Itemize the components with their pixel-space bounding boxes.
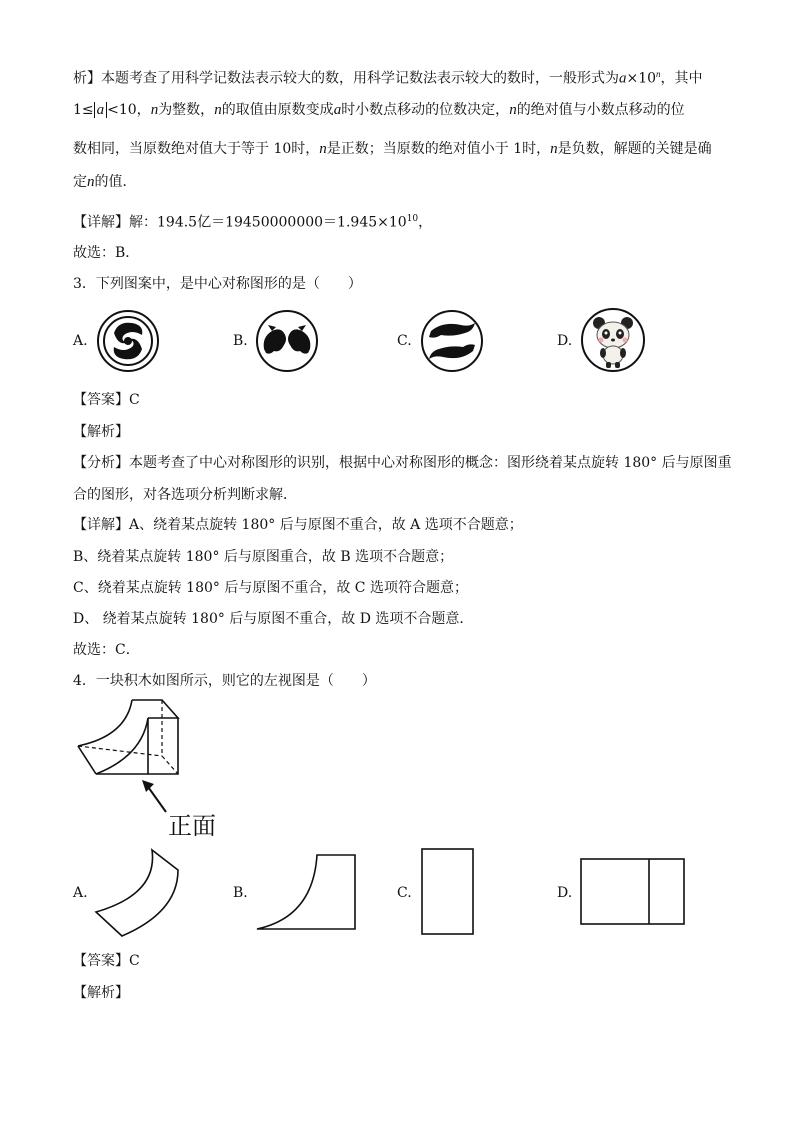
analysis-line-2 [73,100,685,120]
q4-jiexi-header: 【解析】 [73,985,129,1001]
q3-jiexi-header: 【解析】 [73,424,129,440]
analysis-text: 定 [73,174,87,190]
q4-option-d-figure [580,858,686,926]
q3-answer: 【答案】C [73,392,140,408]
var-a: a [333,102,342,118]
analysis-text: 为整数， [158,102,215,118]
var-n: n [150,102,159,118]
front-label: 正面 [168,812,216,840]
q3-detail-c: C、绕着某点旋转 180° 后与原图不重合，故 C 选项符合题意； [73,580,468,596]
analysis-text: 是正数；当原数的绝对值小于 1时， [326,141,551,157]
q4-answer: 【答案】C [73,953,140,969]
q3-option-c-label: C. [397,333,412,349]
var-n: n [509,102,517,118]
q3-option-c-figure [417,309,487,373]
q3-analysis-line-2: 合的图形，对各选项分析判断求解． [73,487,297,503]
q4-option-a-label: A. [73,885,88,901]
choose-line: 故选：B． [73,245,140,261]
q4-stem: 4．一块积木如图所示，则它的左视图是（ ） [73,673,376,689]
formula-exponent: n [656,69,661,79]
q3-detail-d: D、 绕着某点旋转 180° 后与原图不重合，故 D 选项不合题意． [73,611,474,627]
q4-option-c-figure [421,848,475,936]
q3-option-b-label: B. [233,333,248,349]
q4-option-c-label: C. [397,885,412,901]
q4-option-d-label: D. [557,885,573,901]
q3-option-a-figure [96,309,160,373]
var-n: n [319,141,327,157]
analysis-text: 的绝对值与小数点移动的位 [516,102,685,118]
inequality-text: <10， [107,102,151,118]
q3-analysis-line-1: 【分析】本题考查了中心对称图形的识别，根据中心对称图形的概念：图形绕着某点旋转 180° 后与原图重 [73,455,732,471]
front-arrow-icon [140,778,170,814]
var-n: n [87,174,95,190]
q4-option-b-figure [255,853,359,931]
var-n: n [214,102,222,118]
analysis-line-4 [73,172,137,192]
detail-exponent: 10 [406,214,419,224]
detail-line [73,209,432,233]
formula-var: a [619,70,627,87]
q4-option-a-figure [92,846,188,940]
var-n: n [550,141,558,157]
q3-option-d-figure [580,307,646,373]
q4-block-figure [70,698,190,788]
absolute-value: a [94,102,108,118]
detail-text: 【详解】解：194.5亿＝19450000000＝1.945×10 [73,214,407,231]
formula-base: ×10 [626,70,657,87]
analysis-text: ，其中 [660,70,703,87]
q3-stem: 3．下列图案中，是中心对称图形的是（ ） [73,276,362,292]
analysis-text: 是负数，解题的关键是确 [557,141,712,157]
q4-option-b-label: B. [233,885,248,901]
detail-text: ， [418,214,433,231]
q3-detail-a: 【详解】A、绕着某点旋转 180° 后与原图不重合，故 A 选项不合题意； [73,517,523,533]
analysis-text: 时小数点移动的位数决定， [341,102,510,118]
analysis-line-1 [73,64,703,89]
q3-option-b-figure [254,309,320,373]
inequality-text: 1≤ [73,102,94,118]
analysis-text: 的值． [94,174,137,190]
q3-detail-b: B、绕着某点旋转 180° 后与原图重合，故 B 选项不合题意； [73,549,454,565]
q3-option-d-label: D. [557,333,573,349]
analysis-text: 的取值由原数变成 [221,102,334,118]
q3-option-a-label: A. [73,333,88,349]
analysis-line-3 [73,139,712,159]
analysis-text: 析】本题考查了用科学记数法表示较大的数，用科学记数法表示较大的数时，一般形式为 [73,70,619,87]
analysis-text: 数相同，当原数绝对值大于等于 10时， [73,141,320,157]
q3-choose: 故选：C． [73,642,140,658]
